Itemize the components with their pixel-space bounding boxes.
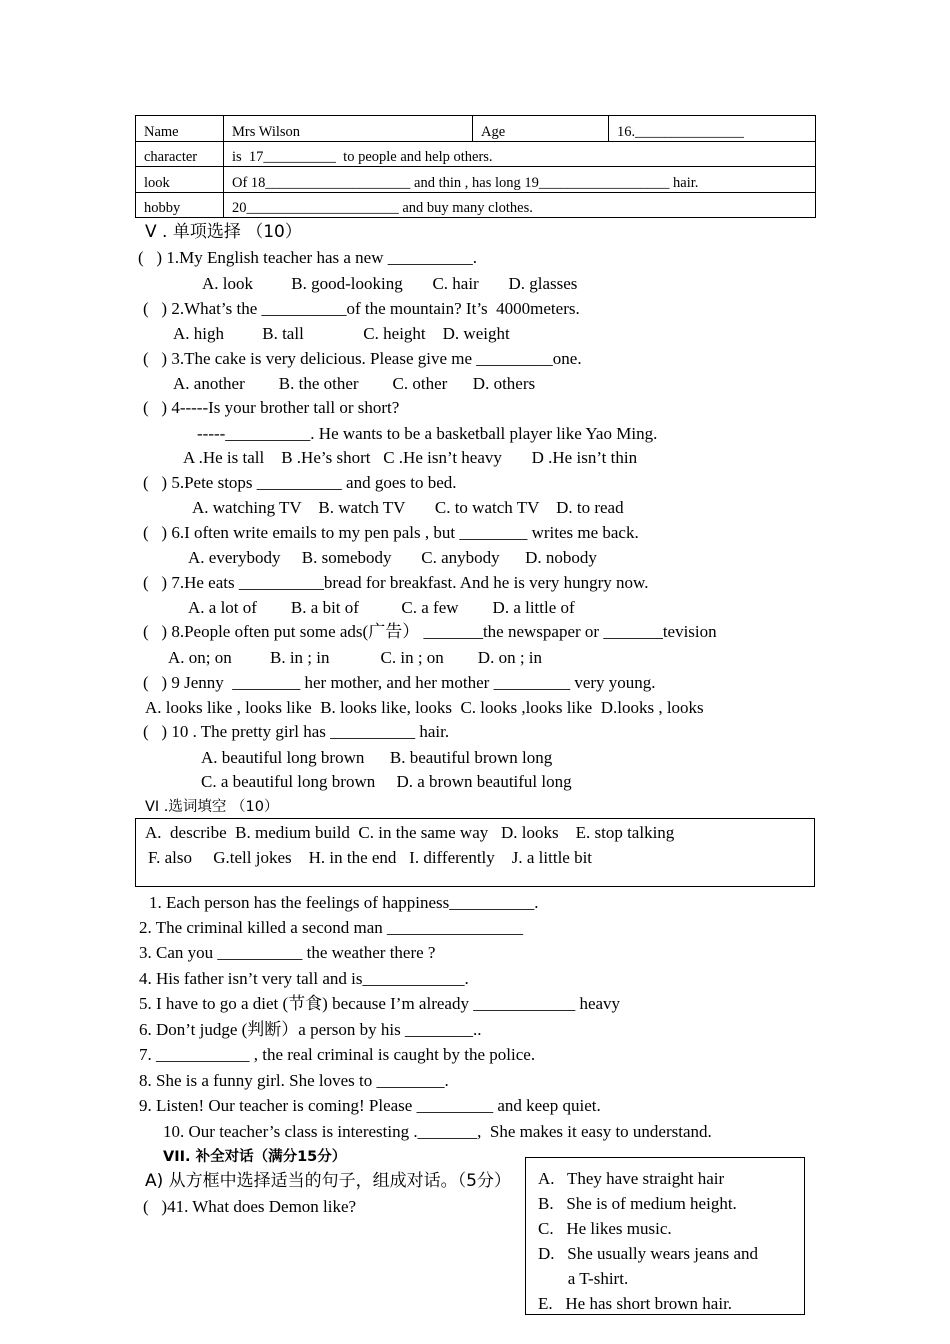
table-cell: hobby <box>136 192 224 218</box>
table-cell: Name <box>136 116 224 142</box>
options-line: A. watching TV B. watch TV C. to watch TV D. to read <box>192 498 624 517</box>
options-line: A. another B. the other C. other D. others <box>173 374 536 393</box>
options-line: A. looks like , looks like B. looks like, looks C. looks ,looks like D.looks , looks <box>145 698 704 717</box>
fill-line: 3. Can you __________ the weather there ? <box>139 943 436 962</box>
table-row <box>136 192 816 218</box>
fill-line: 7. ___________ , the real criminal is caught by the police. <box>139 1045 536 1064</box>
table-cell: Mrs Wilson <box>224 116 473 142</box>
section-title: VII. 补全对话（满分15分） <box>163 1149 347 1165</box>
question-line: -----__________. He wants to be a basketball player like Yao Ming. <box>197 424 658 443</box>
options-line: A. beautiful long brown B. beautiful brown long <box>201 748 553 767</box>
dialog-option: D. She usually wears jeans and <box>538 1244 759 1263</box>
question-line: ( ) 10 . The pretty girl has __________ hair. <box>143 722 450 741</box>
table-row <box>136 141 816 167</box>
section-title: VI .选词填空 （10） <box>145 799 279 815</box>
fill-line: 2. The criminal killed a second man ________________ <box>139 918 524 937</box>
options-line: A .He is tall B .He’s short C .He isn’t heavy D .He isn’t thin <box>183 448 638 467</box>
table-cell: 16._______________ <box>609 116 816 142</box>
table-cell: Age <box>473 116 609 142</box>
question-line: ( ) 3.The cake is very delicious. Please give me _________one. <box>143 349 582 368</box>
fill-line: 1. Each person has the feelings of happiness__________. <box>149 893 539 912</box>
question-line: ( ) 2.What’s the __________of the mountain? It’s 4000meters. <box>143 299 580 318</box>
fill-line: 9. Listen! Our teacher is coming! Please _________ and keep quiet. <box>139 1096 601 1115</box>
dialog-option: E. He has short brown hair. <box>538 1294 733 1313</box>
options-line: A. high B. tall C. height D. weight <box>173 324 510 343</box>
options-line: A. everybody B. somebody C. anybody D. nobody <box>188 548 597 567</box>
dialog-option: a T-shirt. <box>538 1269 629 1288</box>
word-bank-line: F. also G.tell jokes H. in the end I. differently J. a little bit <box>148 848 593 867</box>
question-line: ( )41. What does Demon like? <box>143 1197 357 1216</box>
table-cell: character <box>136 141 224 167</box>
question-line: ( ) 9 Jenny ________ her mother, and her mother _________ very young. <box>143 673 656 692</box>
table-cell: is 17__________ to people and help others. <box>224 141 816 167</box>
question-line: ( ) 1.My English teacher has a new __________. <box>138 248 477 267</box>
question-line: ( ) 8.People often put some ads(广告） _______the newspaper or _______tevision <box>143 622 717 641</box>
table-cell: 20_____________________ and buy many clothes. <box>224 192 816 218</box>
question-line: ( ) 6.I often write emails to my pen pals , but ________ writes me back. <box>143 523 639 542</box>
dialog-option: C. He likes music. <box>538 1219 672 1238</box>
word-bank-line: A. describe B. medium build C. in the same way D. looks E. stop talking <box>145 823 675 842</box>
fill-line: 10. Our teacher’s class is interesting ._______, She makes it easy to understand. <box>163 1122 712 1141</box>
info-table <box>135 115 816 218</box>
table-row <box>136 116 816 142</box>
instruction-text: A) 从方框中选择适当的句子，组成对话。（5分） <box>145 1171 511 1191</box>
table-row <box>136 167 816 193</box>
fill-line: 8. She is a funny girl. She loves to ________. <box>139 1071 449 1090</box>
fill-line: 6. Don’t judge (判断）a person by his ________.. <box>139 1020 482 1039</box>
options-line: A. a lot of B. a bit of C. a few D. a little of <box>188 598 575 617</box>
question-line: ( ) 7.He eats __________bread for breakfast. And he is very hungry now. <box>143 573 649 592</box>
options-line: A. on; on B. in ; in C. in ; on D. on ; in <box>168 648 543 667</box>
options-line: C. a beautiful long brown D. a brown beautiful long <box>201 772 572 791</box>
fill-line: 5. I have to go a diet (节食) because I’m already ____________ heavy <box>139 994 621 1013</box>
dialog-option: B. She is of medium height. <box>538 1194 737 1213</box>
section-title: V . 单项选择 （10） <box>145 222 302 242</box>
options-line: A. look B. good-looking C. hair D. glasses <box>202 274 578 293</box>
table-cell: look <box>136 167 224 193</box>
table-cell: Of 18____________________ and thin , has long 19__________________ hair. <box>224 167 816 193</box>
question-line: ( ) 4-----Is your brother tall or short? <box>143 398 400 417</box>
dialog-option: A. They have straight hair <box>538 1169 725 1188</box>
question-line: ( ) 5.Pete stops __________ and goes to bed. <box>143 473 457 492</box>
fill-line: 4. His father isn’t very tall and is____________. <box>139 969 469 988</box>
